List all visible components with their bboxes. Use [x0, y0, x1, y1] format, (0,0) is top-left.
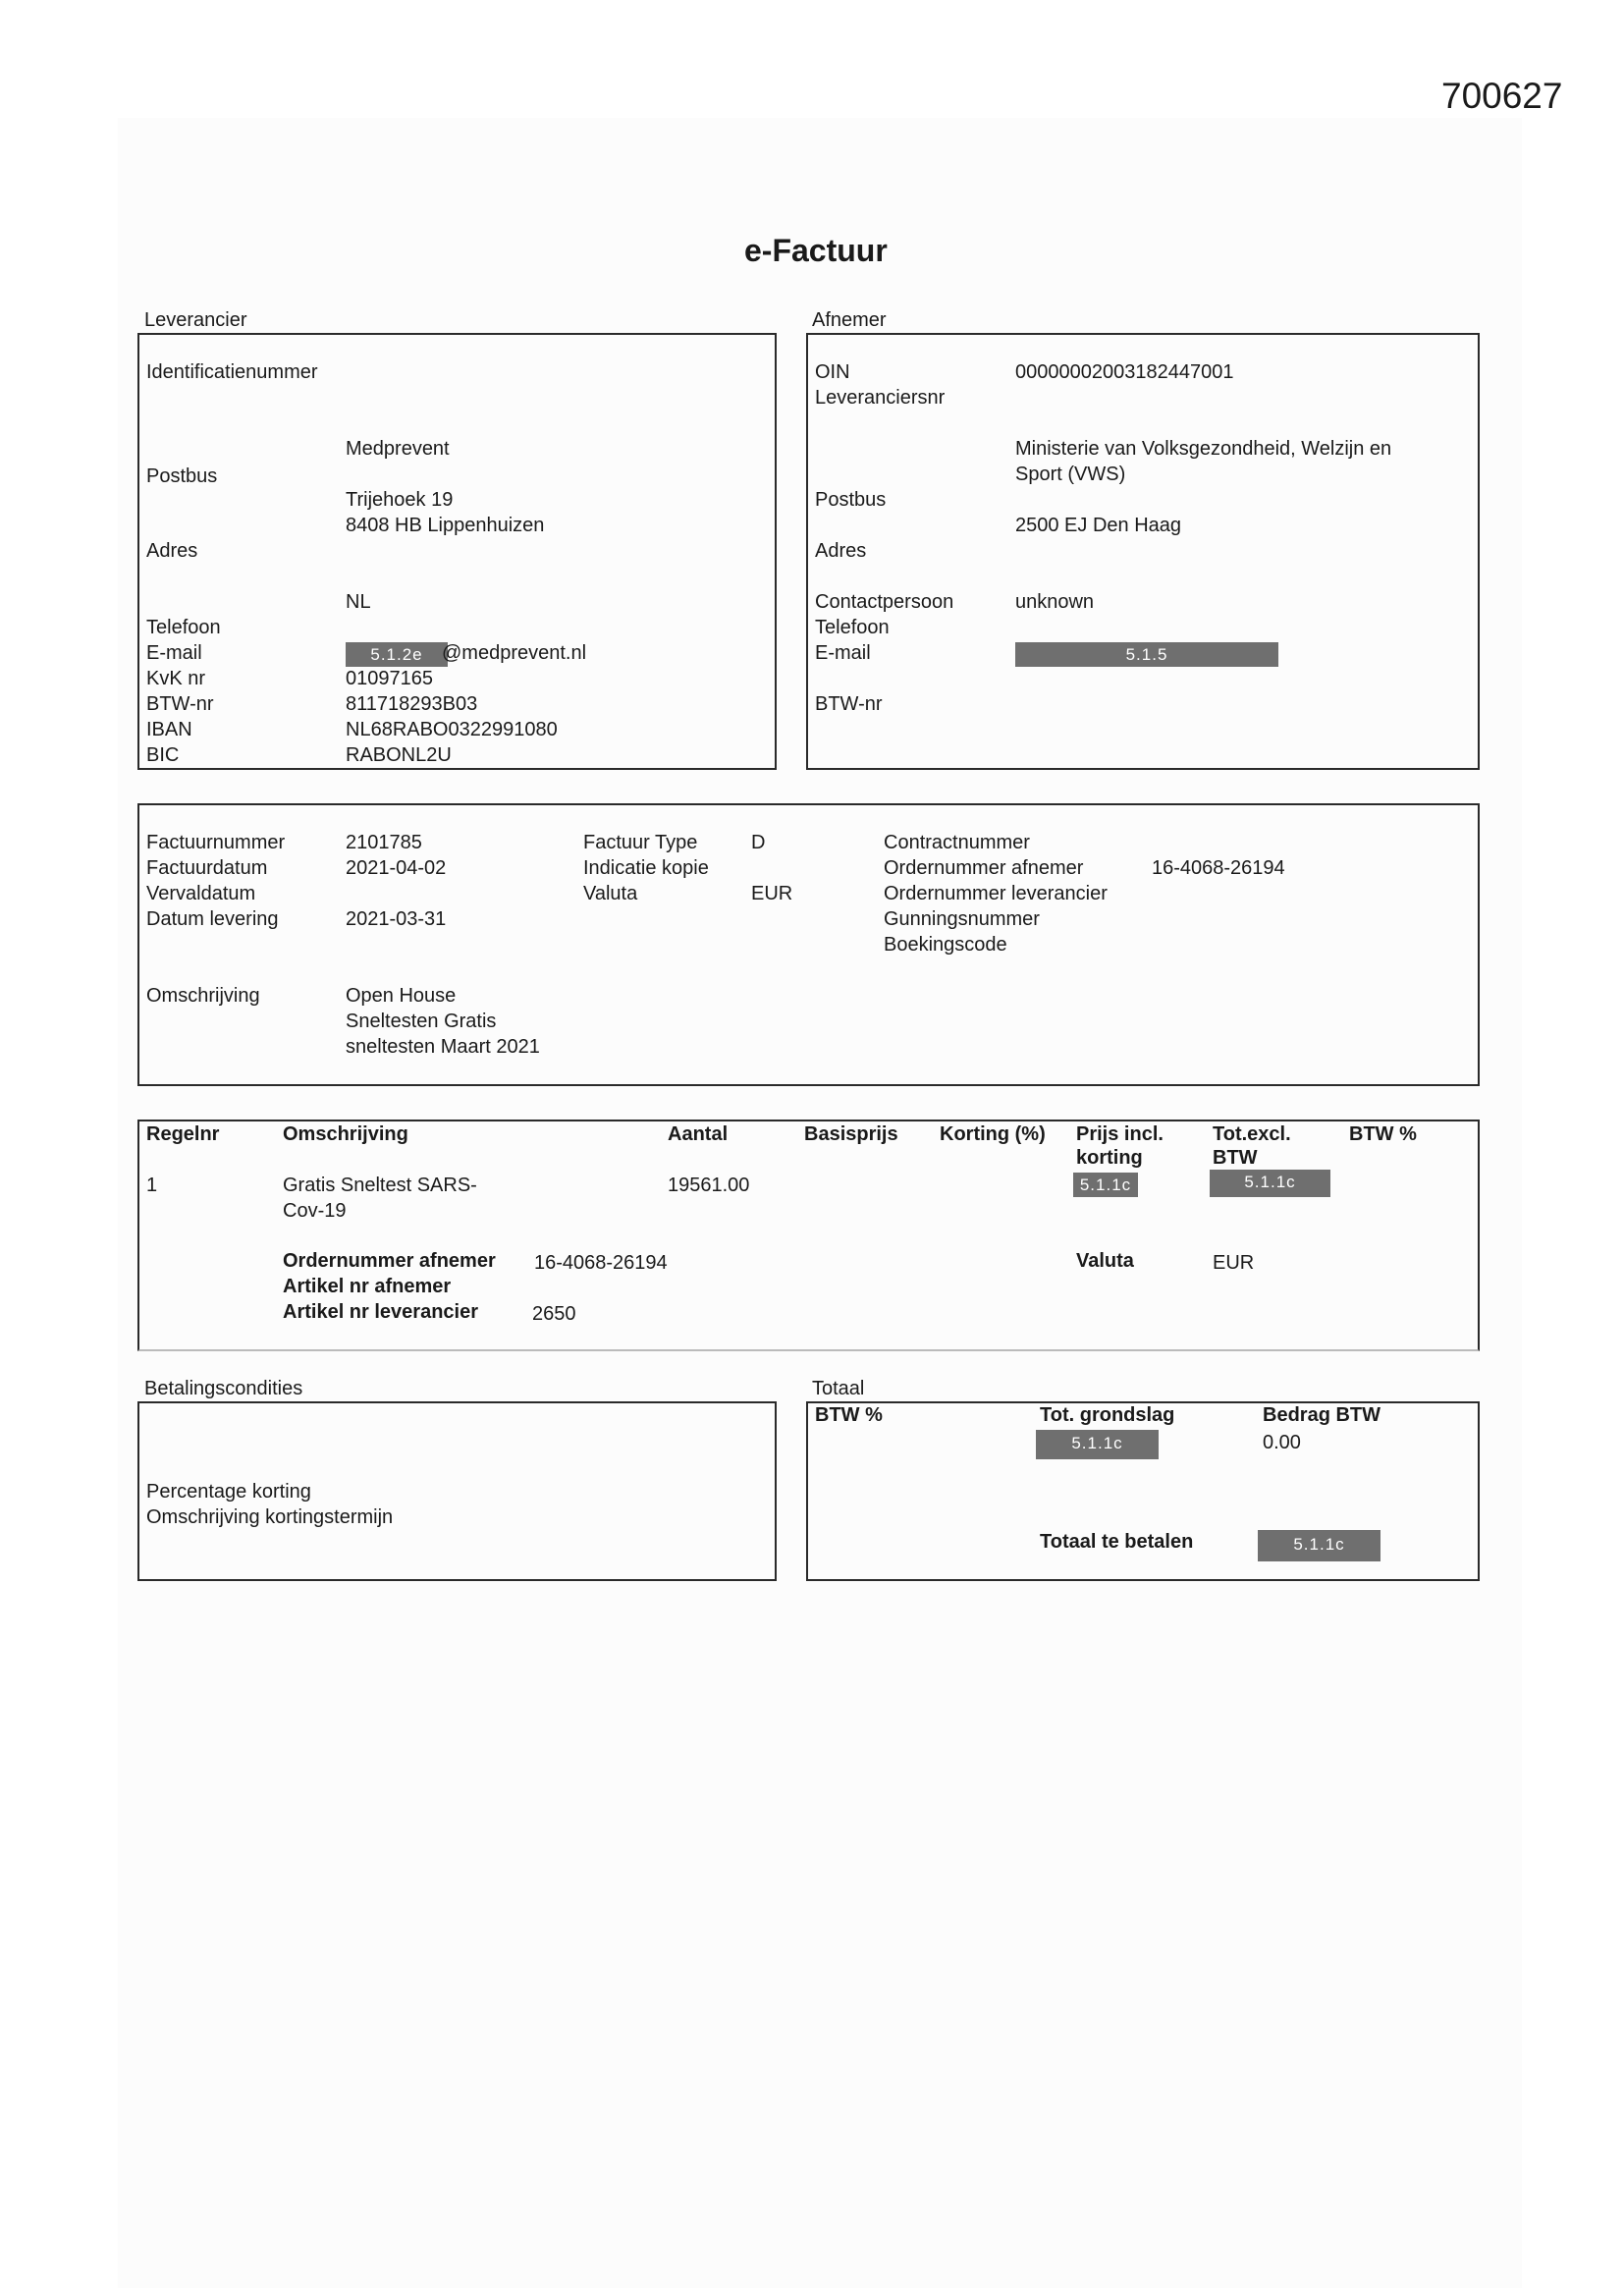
label-contractnummer: Contractnummer	[884, 832, 1030, 853]
leverancier-email-suffix: @medprevent.nl	[442, 642, 587, 664]
factuurdatum: 2021-04-02	[346, 857, 447, 879]
label-omschrijving: Omschrijving	[146, 985, 260, 1007]
leverancier-btw: 811718293B03	[346, 693, 478, 715]
factuur-type: D	[751, 832, 766, 853]
omschrijving-line: Open House	[346, 985, 457, 1007]
invoice-lines-box	[137, 1120, 1480, 1351]
page-title: e-Factuur	[744, 233, 888, 268]
label-postbus: Postbus	[146, 465, 218, 487]
betalingscondities-section-label: Betalingscondities	[144, 1378, 303, 1399]
label-vervaldatum: Vervaldatum	[146, 883, 256, 904]
leverancier-city: 8408 HB Lippenhuizen	[346, 515, 545, 536]
col-header-omschrijving: Omschrijving	[283, 1123, 408, 1145]
afnemer-name-line1: Ministerie van Volksgezondheid, Welzijn en	[1015, 438, 1392, 460]
leverancier-bic: RABONL2U	[346, 744, 452, 766]
col-header-tot-excl: Tot.excl.	[1213, 1123, 1291, 1145]
omschrijving-line: Sneltesten Gratis	[346, 1011, 497, 1032]
label-ordernummer-leverancier: Ordernummer leverancier	[884, 883, 1108, 904]
label-datum-levering: Datum levering	[146, 908, 279, 930]
datum-levering: 2021-03-31	[346, 908, 447, 930]
label-gunningsnummer: Gunningsnummer	[884, 908, 1040, 930]
col-header-aantal: Aantal	[668, 1123, 729, 1145]
row-ordernummer-afnemer: 16-4068-26194	[534, 1252, 668, 1274]
totaal-header-bedrag-btw: Bedrag BTW	[1263, 1404, 1380, 1426]
ordernummer-afnemer: 16-4068-26194	[1152, 857, 1285, 879]
label-boekingscode: Boekingscode	[884, 934, 1007, 956]
totaal-section-label: Totaal	[812, 1378, 865, 1399]
row-artikel-afnemer-label: Artikel nr afnemer	[283, 1276, 452, 1297]
totaal-box	[806, 1401, 1480, 1581]
row-omschrijving-line2: Cov-19	[283, 1200, 347, 1222]
factuur-details-box	[137, 803, 1480, 1086]
col-header-btw-pct: BTW %	[1349, 1123, 1417, 1145]
leverancier-box	[137, 333, 777, 770]
valuta: EUR	[751, 883, 793, 904]
factuurnummer: 2101785	[346, 832, 422, 853]
col-header-basisprijs: Basisprijs	[804, 1123, 898, 1145]
row-tot-redaction-box: 5.1.1c	[1210, 1170, 1330, 1197]
row-valuta-label: Valuta	[1076, 1250, 1134, 1272]
omschrijving-line: sneltesten Maart 2021	[346, 1036, 540, 1058]
betalingscondities-box	[137, 1401, 777, 1581]
totaal-bedrag-btw: 0.00	[1263, 1432, 1301, 1453]
label-valuta: Valuta	[583, 883, 638, 904]
label-afnemer-email: E-mail	[815, 642, 871, 664]
row-ordernummer-afnemer-label: Ordernummer afnemer	[283, 1250, 496, 1272]
label-leveranciersnr: Leveranciersnr	[815, 387, 946, 409]
document-number: 700627	[1441, 76, 1563, 116]
afnemer-email-redaction-box: 5.1.5	[1015, 642, 1278, 667]
label-telefoon: Telefoon	[146, 617, 221, 638]
label-factuur-type: Factuur Type	[583, 832, 698, 853]
col-header-prijs-korting: korting	[1076, 1147, 1143, 1169]
label-percentage-korting: Percentage korting	[146, 1481, 311, 1503]
leverancier-iban: NL68RABO0322991080	[346, 719, 558, 740]
label-oin: OIN	[815, 361, 850, 383]
row-omschrijving-line1: Gratis Sneltest SARS-	[283, 1175, 477, 1196]
afnemer-box	[806, 333, 1480, 770]
label-contactpersoon: Contactpersoon	[815, 591, 954, 613]
row-artikel-leverancier-label: Artikel nr leverancier	[283, 1301, 478, 1323]
row-prijs-redaction-box: 5.1.1c	[1073, 1173, 1138, 1197]
label-iban: IBAN	[146, 719, 192, 740]
col-header-prijs-incl: Prijs incl.	[1076, 1123, 1164, 1145]
afnemer-name-line2: Sport (VWS)	[1015, 464, 1126, 485]
label-btw: BTW-nr	[146, 693, 214, 715]
label-afnemer-telefoon: Telefoon	[815, 617, 890, 638]
totaal-header-grondslag: Tot. grondslag	[1040, 1404, 1175, 1426]
totaal-grondslag-redaction-box: 5.1.1c	[1036, 1430, 1159, 1459]
row-regelnr: 1	[146, 1175, 158, 1196]
leverancier-street: Trijehoek 19	[346, 489, 454, 511]
label-ordernummer-afnemer: Ordernummer afnemer	[884, 857, 1084, 879]
label-factuurnummer: Factuurnummer	[146, 832, 286, 853]
row-valuta: EUR	[1213, 1252, 1255, 1274]
leverancier-kvk: 01097165	[346, 668, 433, 689]
col-header-tot-btw: BTW	[1213, 1147, 1258, 1169]
email-redaction-box: 5.1.2e	[346, 642, 448, 667]
label-afnemer-btw: BTW-nr	[815, 693, 883, 715]
label-email: E-mail	[146, 642, 202, 664]
totaal-header-btw-pct: BTW %	[815, 1404, 883, 1426]
label-bic: BIC	[146, 744, 180, 766]
label-omschrijving-kortingstermijn: Omschrijving kortingstermijn	[146, 1506, 394, 1528]
totaal-te-betalen-label: Totaal te betalen	[1040, 1531, 1194, 1553]
row-artikel-leverancier: 2650	[532, 1303, 576, 1325]
leverancier-country: NL	[346, 591, 371, 613]
afnemer-oin: 00000002003182447001	[1015, 361, 1234, 383]
row-aantal: 19561.00	[668, 1175, 750, 1196]
label-afnemer-adres: Adres	[815, 540, 867, 562]
label-factuurdatum: Factuurdatum	[146, 857, 268, 879]
afnemer-section-label: Afnemer	[812, 309, 887, 331]
leverancier-name: Medprevent	[346, 438, 450, 460]
afnemer-contactpersoon: unknown	[1015, 591, 1095, 613]
label-adres: Adres	[146, 540, 198, 562]
col-header-korting: Korting (%)	[940, 1123, 1046, 1145]
label-indicatie-kopie: Indicatie kopie	[583, 857, 709, 879]
afnemer-city: 2500 EJ Den Haag	[1015, 515, 1182, 536]
leverancier-section-label: Leverancier	[144, 309, 247, 331]
label-identificatienummer: Identificatienummer	[146, 361, 318, 383]
label-afnemer-postbus: Postbus	[815, 489, 887, 511]
totaal-te-betalen-redaction-box: 5.1.1c	[1258, 1530, 1380, 1561]
label-kvk: KvK nr	[146, 668, 206, 689]
col-header-regelnr: Regelnr	[146, 1123, 220, 1145]
